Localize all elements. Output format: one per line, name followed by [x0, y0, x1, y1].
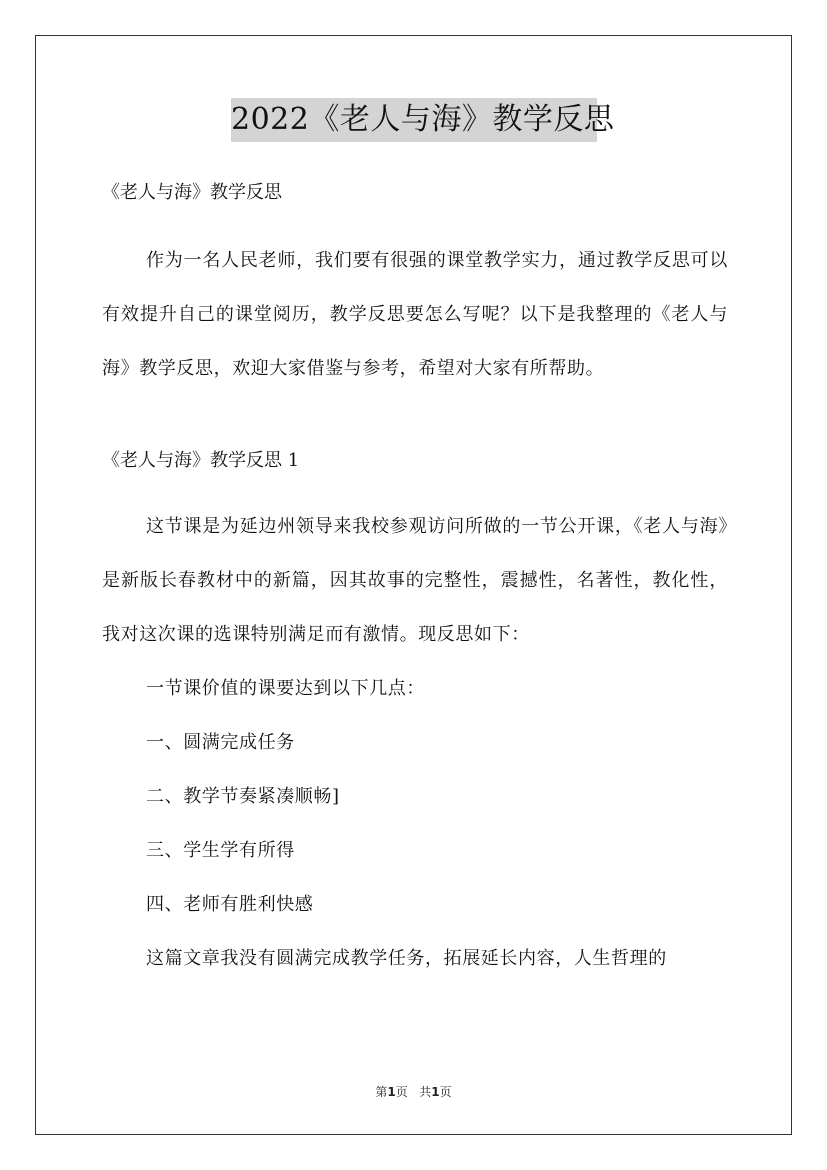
- section-lead-line: 一节课价值的课要达到以下几点：: [146, 678, 425, 699]
- document-title: 2022《老人与海》教学反思: [231, 98, 597, 142]
- list-item: 四、老师有胜利快感: [146, 894, 314, 915]
- total-word-prefix: 共: [419, 1085, 432, 1099]
- section-paragraph: 这篇文章我没有圆满完成教学任务，拓展延长内容，人生哲理的: [146, 948, 667, 969]
- page-current-number: 1: [387, 1085, 396, 1099]
- document-subtitle: 《老人与海》教学反思: [102, 182, 282, 203]
- page-word-suffix: 页: [395, 1085, 408, 1099]
- section-heading: 《老人与海》教学反思 1: [102, 450, 300, 471]
- list-item: 一、圆满完成任务: [146, 732, 295, 753]
- list-item: 二、教学节奏紧凑顺畅]: [146, 786, 340, 807]
- total-word-suffix: 页: [439, 1085, 452, 1099]
- section-paragraph: 这节课是为延边州领导来我校参观访问所做的一节公开课，《老人与海》是新版长春教材中的新篇，因其故事的完整性，震撼性，名著性，教化性，我对这次课的选课特别满足而有激情。现反思如下：: [102, 516, 728, 645]
- list-item: 三、学生学有所得: [146, 840, 295, 861]
- page-word-prefix: 第: [375, 1085, 388, 1099]
- intro-paragraph: 作为一名人民老师，我们要有很强的课堂教学实力，通过教学反思可以有效提升自己的课堂阅历，教学反思要怎么写呢？以下是我整理的《老人与海》教学反思，欢迎大家借鉴与参考，希望对大家有所帮助。: [102, 250, 728, 379]
- section-spacer: [102, 396, 728, 444]
- document-body: [102, 176, 728, 986]
- page-footer: [0, 1083, 827, 1100]
- page-total-number: 1: [431, 1085, 440, 1099]
